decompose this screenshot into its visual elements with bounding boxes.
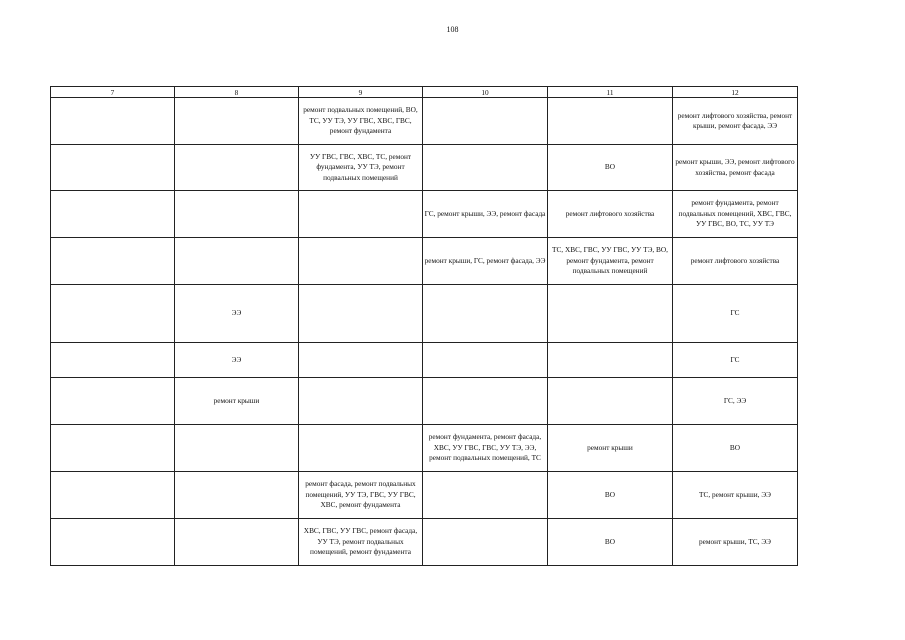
table-cell	[51, 285, 175, 343]
table-cell	[51, 378, 175, 425]
table-cell: УУ ГВС, ГВС, ХВС, ТС, ремонт фундамента, УУ ТЭ, ремонт подвальных помещений	[299, 145, 423, 191]
table-row	[51, 285, 798, 343]
table-cell: ремонт подвальных помещений, ВО, ТС, УУ ТЭ, УУ ГВС, ХВС, ГВС, ремонт фундамента	[299, 98, 423, 145]
table-cell: ремонт крыши	[548, 425, 673, 472]
table-cell	[423, 472, 548, 519]
table-cell: ремонт лифтового хозяйства, ремонт крыши, ремонт фасада, ЭЭ	[673, 98, 798, 145]
table-cell	[51, 238, 175, 285]
table-cell	[423, 378, 548, 425]
table-cell: ХВС, ГВС, УУ ГВС, ремонт фасада, УУ ТЭ, ремонт подвальных помещений, ремонт фундамента	[299, 519, 423, 566]
table-cell: ГС, ЭЭ	[673, 378, 798, 425]
page-number: 108	[446, 25, 459, 34]
table-cell: ремонт крыши	[175, 378, 299, 425]
table-cell: ремонт крыши, ЭЭ, ремонт лифтового хозяйства, ремонт фасада	[673, 145, 798, 191]
column-header: 8	[175, 87, 299, 98]
table-cell	[51, 98, 175, 145]
table-cell: ЭЭ	[175, 285, 299, 343]
data-table	[50, 86, 798, 566]
table-cell: ремонт лифтового хозяйства	[673, 238, 798, 285]
table-cell	[51, 145, 175, 191]
column-header: 10	[423, 87, 548, 98]
table-cell: ВО	[548, 472, 673, 519]
table-cell: ВО	[548, 145, 673, 191]
column-header: 9	[299, 87, 423, 98]
table-cell	[423, 343, 548, 378]
table-cell	[423, 145, 548, 191]
table-cell	[299, 378, 423, 425]
table-cell: ремонт фундамента, ремонт подвальных помещений, ХВС, ГВС, УУ ГВС, ВО, ТС, УУ ТЭ	[673, 191, 798, 238]
column-header: 7	[51, 87, 175, 98]
table-cell: ВО	[673, 425, 798, 472]
table-cell	[51, 472, 175, 519]
table-cell	[423, 285, 548, 343]
table-row	[51, 425, 798, 472]
table-cell: ремонт крыши, ГС, ремонт фасада, ЭЭ	[423, 238, 548, 285]
table-cell: ремонт лифтового хозяйства	[548, 191, 673, 238]
table-cell	[51, 191, 175, 238]
column-header: 12	[673, 87, 798, 98]
table-cell: ЭЭ	[175, 343, 299, 378]
table-cell: ГС	[673, 285, 798, 343]
table-cell	[175, 238, 299, 285]
table-cell: ремонт крыши, ТС, ЭЭ	[673, 519, 798, 566]
table-cell	[51, 519, 175, 566]
table-cell: ТС, ХВС, ГВС, УУ ГВС, УУ ТЭ, ВО, ремонт фундамента, ремонт подвальных помещений	[548, 238, 673, 285]
table-cell: ремонт фасада, ремонт подвальных помещений, УУ ТЭ, ГВС, УУ ГВС, ХВС, ремонт фундамента	[299, 472, 423, 519]
table-row	[51, 145, 798, 191]
table-row	[51, 191, 798, 238]
table-cell: ГС	[673, 343, 798, 378]
table-cell	[175, 145, 299, 191]
table-cell	[423, 98, 548, 145]
table-row	[51, 238, 798, 285]
table-cell	[548, 343, 673, 378]
table-cell	[299, 343, 423, 378]
table-cell: ремонт фундамента, ремонт фасада, ХВС, УУ ГВС, ГВС, УУ ТЭ, ЭЭ, ремонт подвальных помещений, ТС	[423, 425, 548, 472]
table-cell	[175, 472, 299, 519]
table-row	[51, 378, 798, 425]
table-row	[51, 472, 798, 519]
table-cell	[423, 519, 548, 566]
table-cell	[548, 285, 673, 343]
table-cell	[299, 191, 423, 238]
table-cell	[175, 191, 299, 238]
table-cell	[299, 425, 423, 472]
table-cell	[299, 238, 423, 285]
table-row	[51, 343, 798, 378]
table-cell: ТС, ремонт крыши, ЭЭ	[673, 472, 798, 519]
table-row	[51, 98, 798, 145]
table-cell	[548, 378, 673, 425]
table-cell	[175, 519, 299, 566]
table-cell	[548, 98, 673, 145]
table-cell	[299, 285, 423, 343]
column-header: 11	[548, 87, 673, 98]
table-cell	[175, 98, 299, 145]
table-cell	[51, 343, 175, 378]
table-cell	[175, 425, 299, 472]
table-cell: ГС, ремонт крыши, ЭЭ, ремонт фасада	[423, 191, 548, 238]
header-row	[51, 87, 798, 98]
table-row	[51, 519, 798, 566]
table-cell: ВО	[548, 519, 673, 566]
table-cell	[51, 425, 175, 472]
